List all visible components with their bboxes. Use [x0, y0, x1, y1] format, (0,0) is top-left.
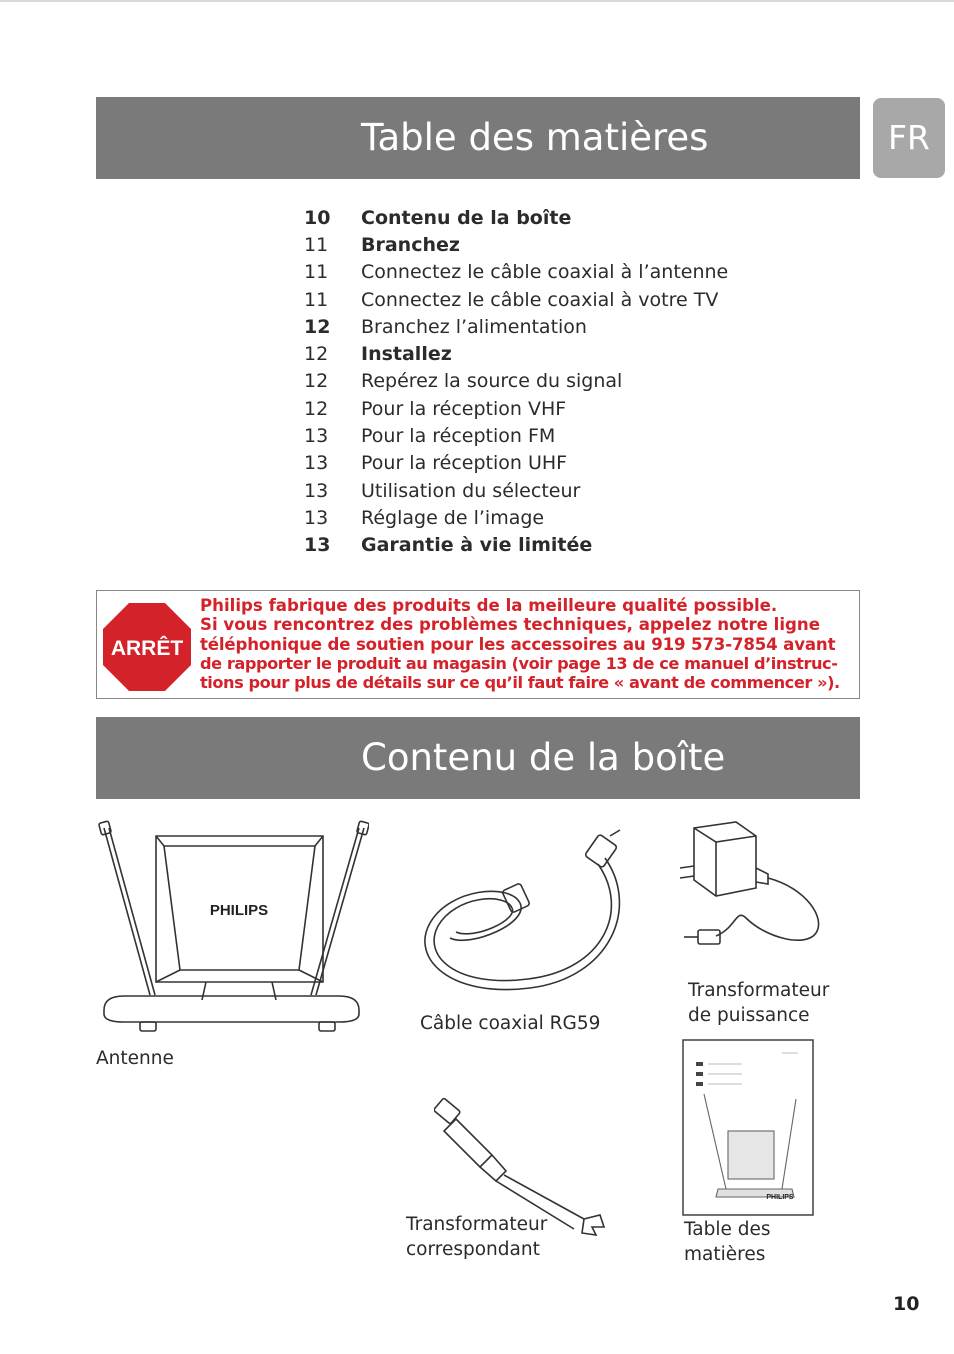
toc-row [300, 422, 760, 449]
warning-line: Philips fabrique des produits de la meilleure qualité possible. [200, 596, 778, 615]
antenna-illustration [94, 820, 369, 1038]
toc-row [300, 532, 760, 559]
toc-entry-title: Pour la réception UHF [361, 452, 568, 475]
antenna-brand: PHILIPS [209, 902, 269, 919]
toc-entry-title: Installez [361, 343, 452, 366]
manual-illustration [682, 1039, 814, 1217]
toc-entry-title: Réglage de l’image [361, 506, 545, 529]
warning-line: de rapporter le produit au magasin (voir page 13 de ce manuel d’instruc- [200, 653, 838, 673]
manual-caption-2: matières [684, 1244, 766, 1265]
toc-row [300, 204, 760, 231]
toc-row [300, 477, 760, 504]
toc-title: Table des matières [361, 116, 709, 159]
toc-row [300, 286, 760, 313]
manual-caption-1: Table des [684, 1219, 771, 1240]
toc-page: 11 [304, 288, 329, 311]
toc-entry-title: Garantie à vie limitée [361, 534, 593, 557]
warning-box [96, 590, 860, 699]
language-tab: FR [873, 98, 945, 178]
toc-entry-title: Pour la réception FM [361, 425, 556, 448]
toc-entry-title: Connectez le câble coaxial à votre TV [361, 288, 719, 311]
toc-entry-title: Pour la réception VHF [361, 397, 567, 420]
stop-sign-icon [103, 603, 191, 691]
warning-text [200, 596, 855, 692]
toc-page: 12 [304, 397, 329, 420]
toc-page: 12 [304, 370, 329, 393]
toc-page: 13 [304, 425, 329, 448]
toc-page: 13 [304, 452, 329, 475]
toc-entry-title: Repérez la source du signal [361, 370, 623, 393]
toc-entry-title: Branchez [361, 233, 460, 256]
warning-line: téléphonique de soutien pour les accessoires au 919 573-7854 avant [200, 634, 836, 654]
toc-page: 13 [304, 479, 329, 502]
toc-row [300, 313, 760, 340]
toc-entry-title: Utilisation du sélecteur [361, 479, 581, 502]
toc-header-bar [96, 97, 860, 179]
toc-entry-title: Contenu de la boîte [361, 206, 572, 229]
power-adapter-illustration [676, 818, 836, 978]
toc-page: 10 [304, 206, 331, 229]
toc-list [300, 204, 760, 559]
top-rule [0, 0, 954, 2]
toc-row [300, 504, 760, 531]
warning-line: Si vous rencontrez des problèmes techniques, appelez notre ligne [200, 615, 820, 635]
toc-row [300, 231, 760, 258]
toc-row [300, 340, 760, 367]
power-adapter-caption-1: Transformateur [688, 980, 830, 1001]
toc-row [300, 395, 760, 422]
toc-entry-title: Connectez le câble coaxial à l’antenne [361, 261, 729, 284]
toc-page: 12 [304, 343, 329, 366]
toc-page: 13 [304, 506, 329, 529]
stop-sign-label: ARRÊT [110, 637, 184, 660]
antenna-caption: Antenne [96, 1048, 174, 1069]
box-contents-header-bar [96, 717, 860, 799]
toc-row [300, 368, 760, 395]
page-number: 10 [893, 1293, 920, 1315]
toc-page: 12 [304, 315, 331, 338]
manual-brand: PHILIPS [766, 1194, 794, 1201]
warning-line: tions pour plus de détails sur ce qu’il faut faire « avant de commencer »). [200, 673, 840, 693]
toc-page: 11 [304, 261, 329, 284]
box-contents-title: Contenu de la boîte [361, 736, 726, 779]
power-adapter-caption-2: de puissance [688, 1005, 810, 1026]
toc-row [300, 259, 760, 286]
toc-page: 13 [304, 534, 331, 557]
coax-caption: Câble coaxial RG59 [420, 1013, 601, 1034]
coax-cable-illustration [410, 828, 640, 1003]
toc-page: 11 [304, 233, 329, 256]
matching-transformer-caption-2: correspondant [406, 1239, 540, 1260]
toc-entry-title: Branchez l’alimentation [361, 315, 587, 338]
toc-row [300, 450, 760, 477]
matching-transformer-caption-1: Transformateur [406, 1214, 548, 1235]
